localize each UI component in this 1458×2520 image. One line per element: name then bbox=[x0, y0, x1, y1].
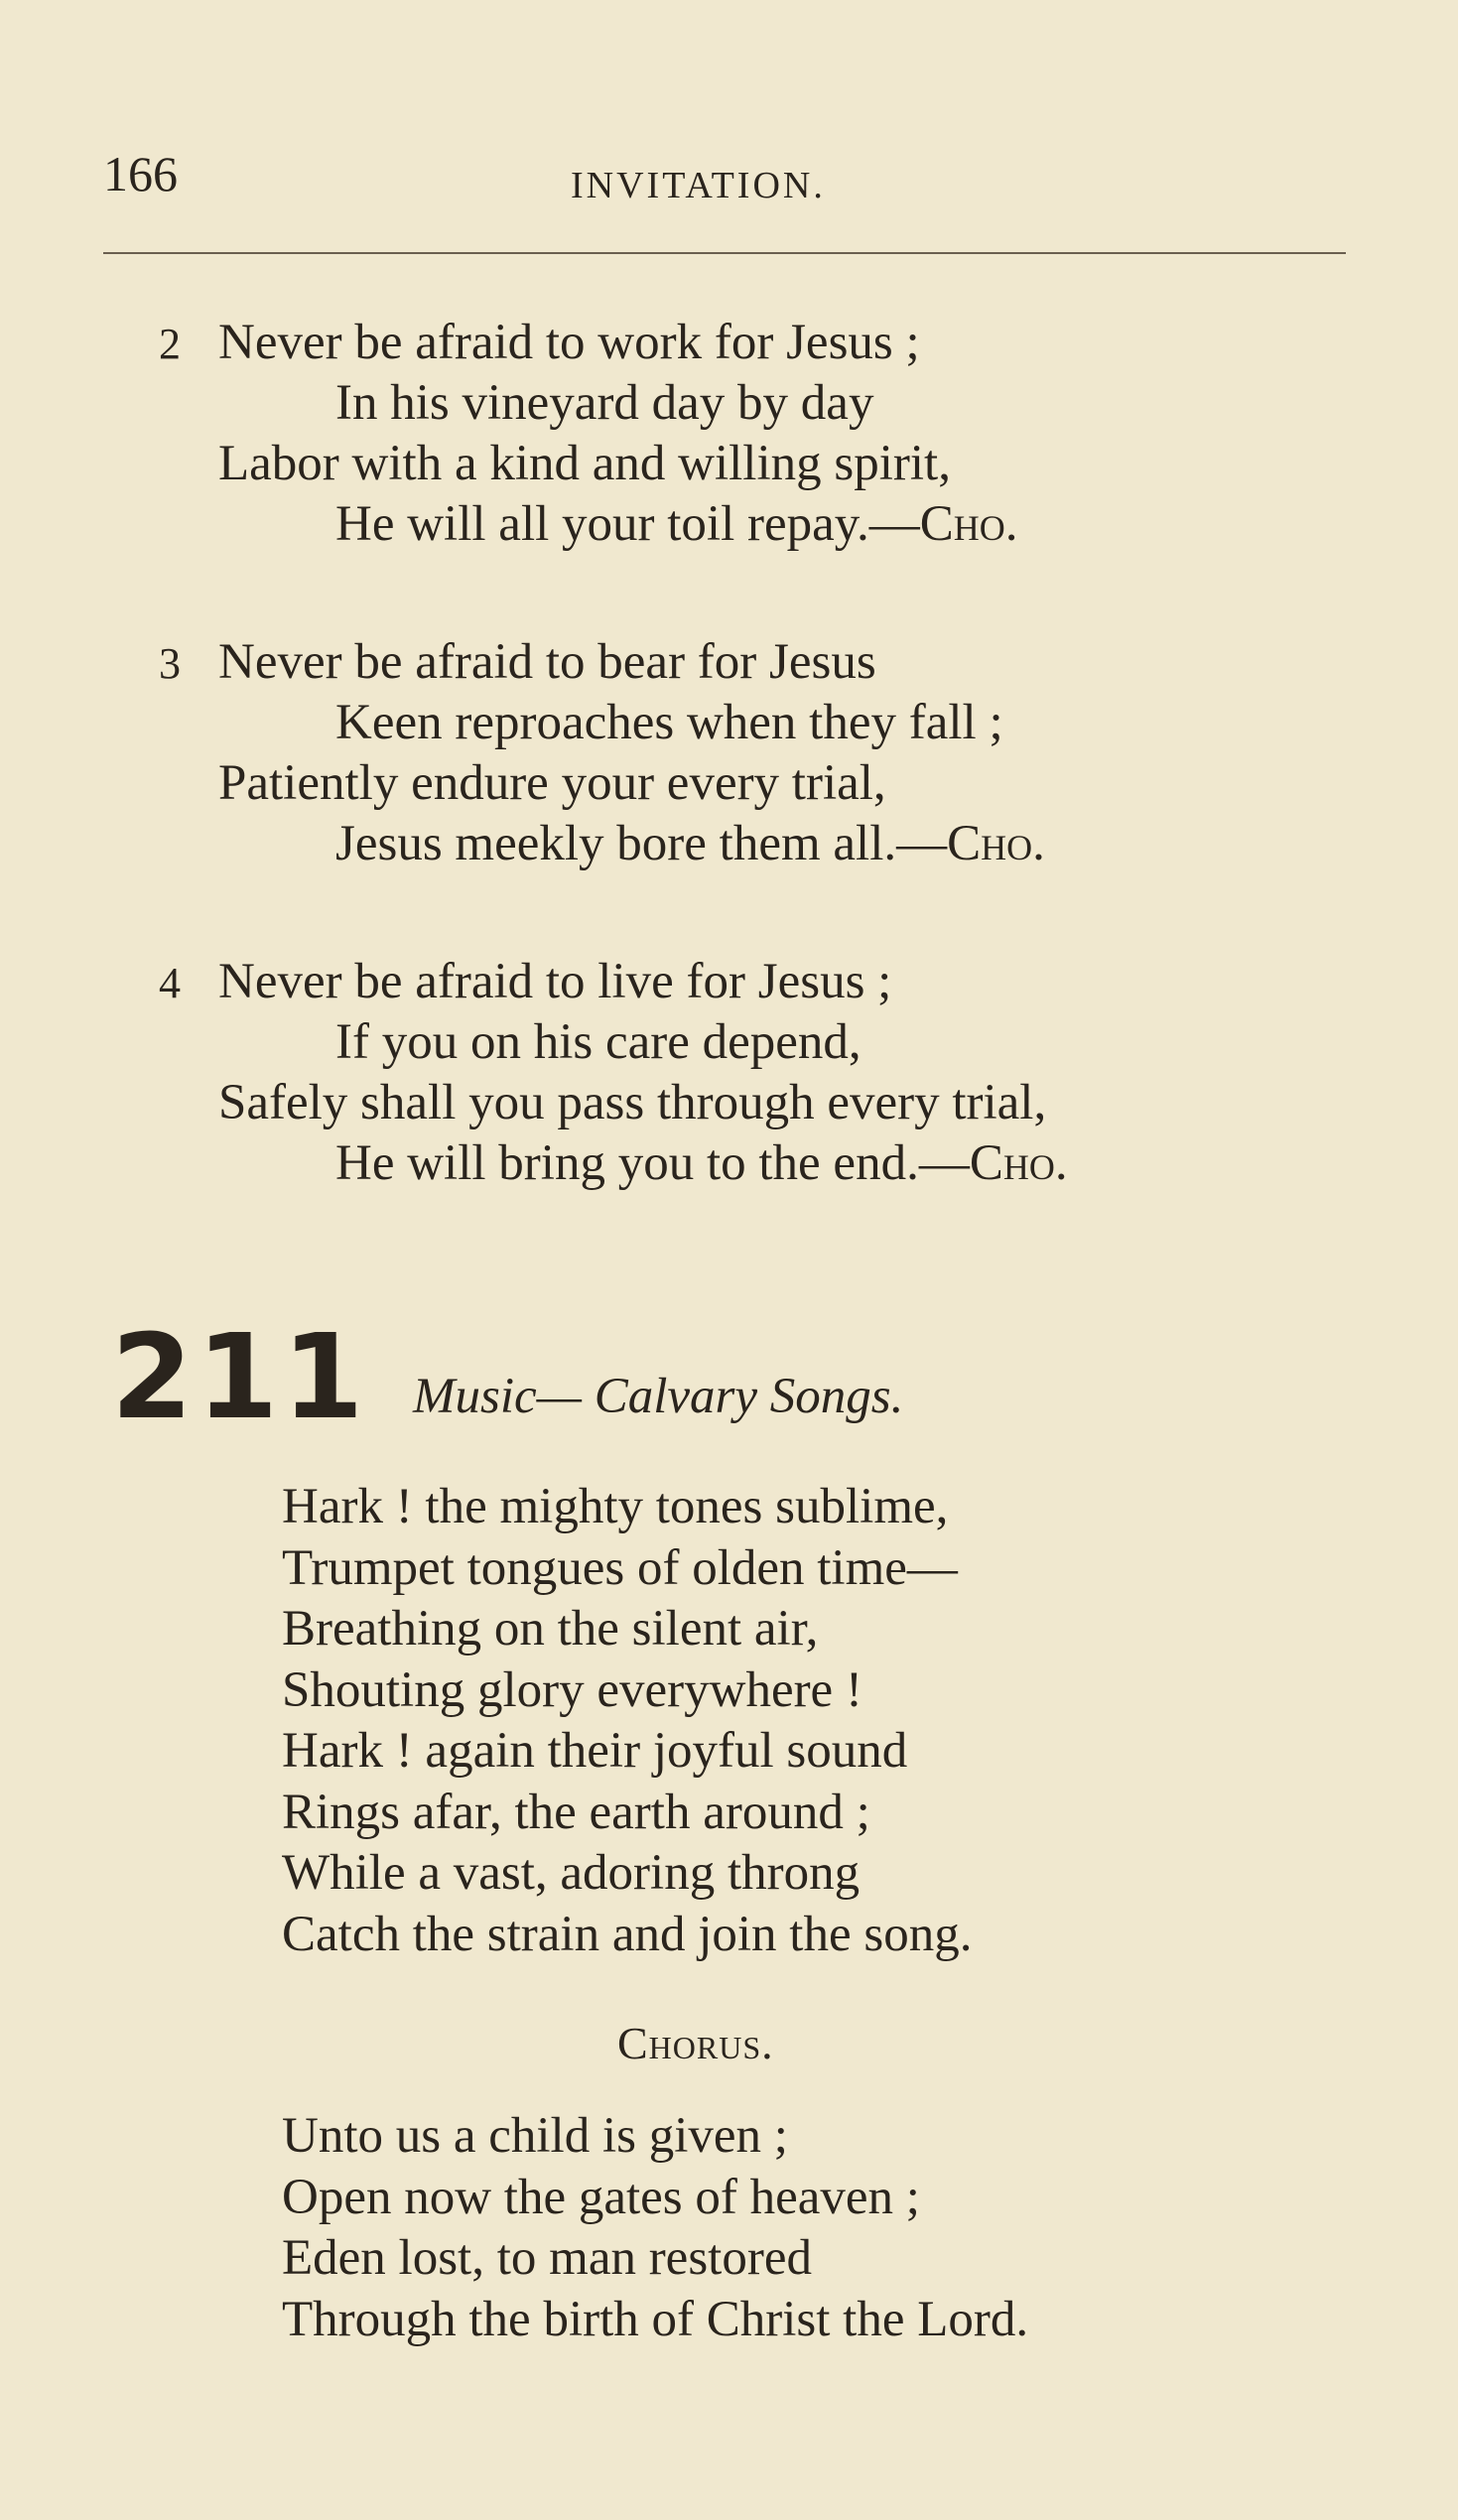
verse-line: Patiently endure your every trial, bbox=[218, 755, 886, 811]
chorus-line: Eden lost, to man restored bbox=[282, 2230, 812, 2286]
chorus-stanza bbox=[282, 2106, 1028, 2350]
chorus-line: Through the birth of Christ the Lord. bbox=[282, 2291, 1029, 2347]
verse-line-text: Jesus meekly bore them all.— bbox=[335, 816, 948, 871]
verse-number: 4 bbox=[159, 959, 181, 1007]
verse-line-text: He will all your toil repay.— bbox=[335, 496, 920, 552]
verse-line: If you on his care depend, bbox=[335, 1014, 862, 1070]
verse-line: Safely shall you pass through every trial, bbox=[218, 1075, 1047, 1130]
verse-number: 2 bbox=[159, 320, 181, 368]
verse-line bbox=[335, 1132, 1068, 1194]
chorus-line: Unto us a child is given ; bbox=[282, 2108, 788, 2164]
hymn-number: 211 bbox=[111, 1308, 368, 1445]
chorus-heading: Chorus. bbox=[617, 2018, 774, 2068]
verse-line: In his vineyard day by day bbox=[335, 375, 874, 431]
page-number: 166 bbox=[103, 146, 178, 201]
stanza-line: Hark ! the mighty tones sublime, bbox=[282, 1479, 949, 1534]
verse-line: Never be afraid to work for Jesus ; bbox=[218, 315, 920, 370]
verse-line: Never be afraid to bear for Jesus bbox=[218, 634, 876, 690]
hymn-stanza bbox=[282, 1477, 972, 1965]
verse-line: Keen reproaches when they fall ; bbox=[335, 695, 1003, 750]
stanza-line: While a vast, adoring throng bbox=[282, 1845, 861, 1901]
stanza-line: Trumpet tongues of olden time— bbox=[282, 1539, 958, 1596]
chorus-line: Open now the gates of heaven ; bbox=[282, 2169, 920, 2225]
verse-line bbox=[335, 493, 1017, 555]
section-title: INVITATION. bbox=[571, 165, 826, 206]
stanza-line: Hark ! again their joyful sound bbox=[282, 1723, 908, 1779]
stanza-line: Breathing on the silent air, bbox=[282, 1601, 819, 1657]
stanza-line: Rings afar, the earth around ; bbox=[282, 1784, 870, 1840]
stanza-line: Catch the strain and join the song. bbox=[282, 1906, 973, 1962]
chorus-marker: Cho. bbox=[919, 496, 1018, 552]
chorus-marker: Cho. bbox=[969, 1135, 1068, 1191]
verse-line: Never be afraid to live for Jesus ; bbox=[218, 954, 892, 1009]
verse-line: Labor with a kind and willing spirit, bbox=[218, 436, 951, 491]
header-rule bbox=[103, 252, 1346, 254]
verse-line-text: He will bring you to the end.— bbox=[335, 1135, 970, 1191]
music-credit: Music— Calvary Songs. bbox=[413, 1369, 904, 1424]
verse-number: 3 bbox=[159, 639, 181, 688]
stanza-line: Shouting glory everywhere ! bbox=[282, 1661, 862, 1718]
chorus-marker: Cho. bbox=[947, 816, 1045, 871]
verse-line bbox=[335, 813, 1045, 874]
